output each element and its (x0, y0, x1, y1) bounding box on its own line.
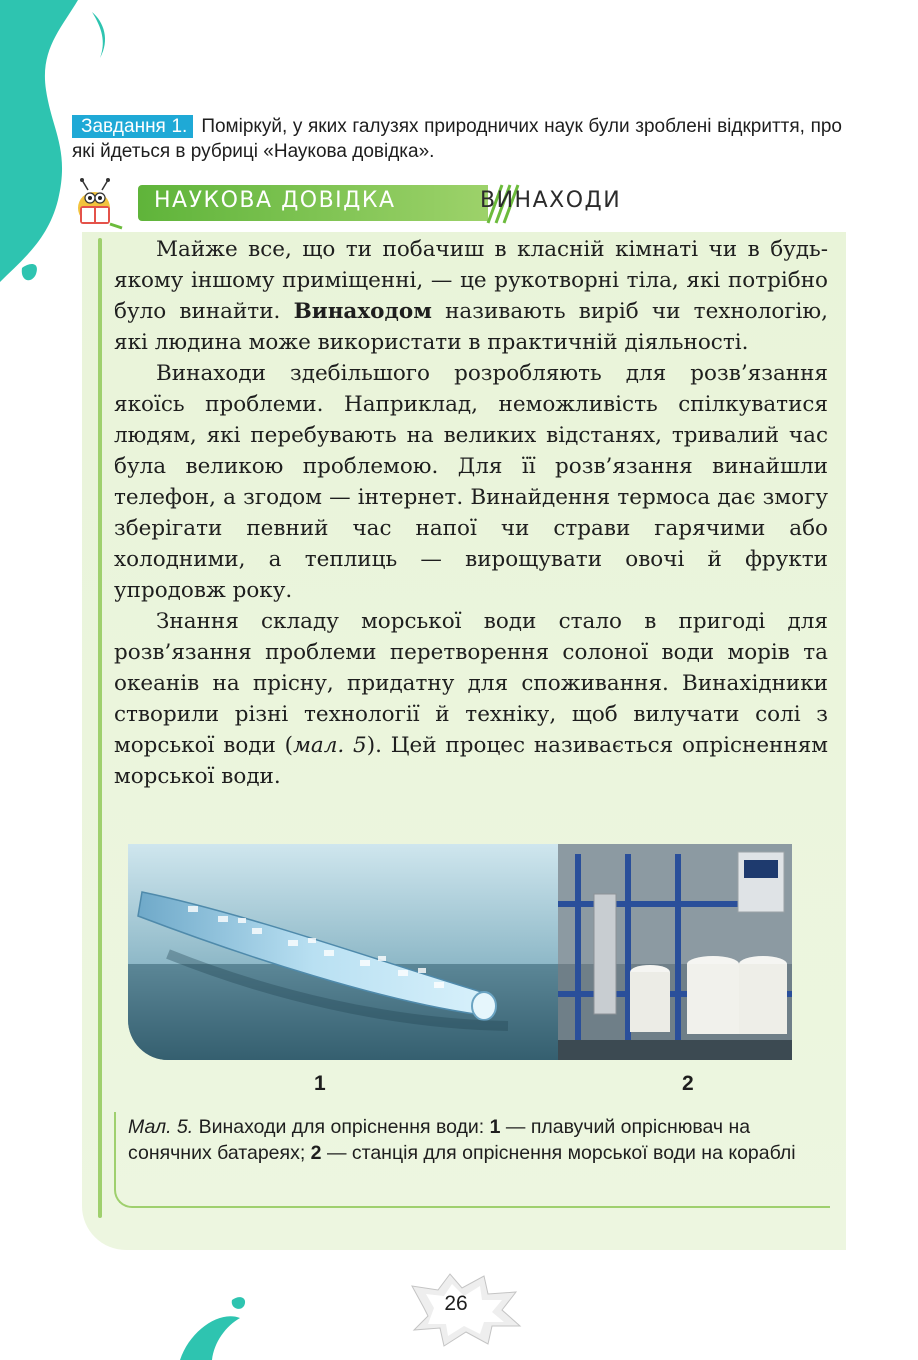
paragraph-1: Майже все, що ти побачиш в класній кімнаті чи в будь-якому іншому приміщенні, — це рукотворні тіла, які потрібно було винайти. Винаходом називають виріб чи технологію, які людина може використати в практичній діяльності. (114, 237, 828, 355)
task-block (72, 114, 842, 164)
task-label: Завдання 1. (72, 115, 193, 138)
photo-label-2: 2 (682, 1072, 694, 1095)
figure-photos (128, 844, 792, 1060)
photo-desalination-station (558, 844, 792, 1060)
article-body (114, 234, 828, 792)
paragraph-2: Винаходи здебільшого розробляють для розв’язання якоїсь проблеми. Наприклад, неможливість спілкуватися людям, які перебувають на великих відстанях, тривалий час була великою проблемою. Для її розв’язання винайшли телефон, а згодом — інтернет. Винайдення термоса дає змогу зберігати певний час напої чи страви гарячими або холодними, а теплиць — вирощувати овочі й фрукти упродовж року. (114, 361, 828, 603)
photo-pair (128, 844, 792, 1060)
header-title: НАУКОВА ДОВІДКА (154, 188, 396, 213)
figure-reference: мал. 5 (293, 733, 367, 758)
header-topic: ВИНАХОДИ (480, 188, 622, 213)
figure-caption: Мал. 5. Винаходи для опріснення води: 1 — плавучий опріснювач на сонячних батареях; 2 — станція для опріснення морської води на кораблі (128, 1116, 796, 1164)
term-invention: Винаходом (293, 299, 432, 324)
page-number: 26 (444, 1292, 468, 1315)
bookworm-mascot-icon (70, 176, 130, 232)
section-header (70, 176, 850, 232)
caption-ref: Мал. 5. (128, 1116, 194, 1138)
task-text: Поміркуй, у яких галузях природничих наук були зроблені відкриття, про які йдеться в рубриці «Наукова довідка». (72, 116, 842, 162)
photo-floating-desalinator (128, 844, 558, 1060)
photo-label-1: 1 (314, 1072, 326, 1095)
panel-stripe (98, 238, 102, 1218)
paragraph-3: Знання складу морської води стало в пригоді для розв’язання проблеми перетворення солоної води морів та океанів на прісну, придатну для споживання. Винахідники створили різні технології й техніку, щоб вилучати солі з морської води (мал. 5). Цей процес називається опрісненням морської води. (114, 609, 828, 789)
